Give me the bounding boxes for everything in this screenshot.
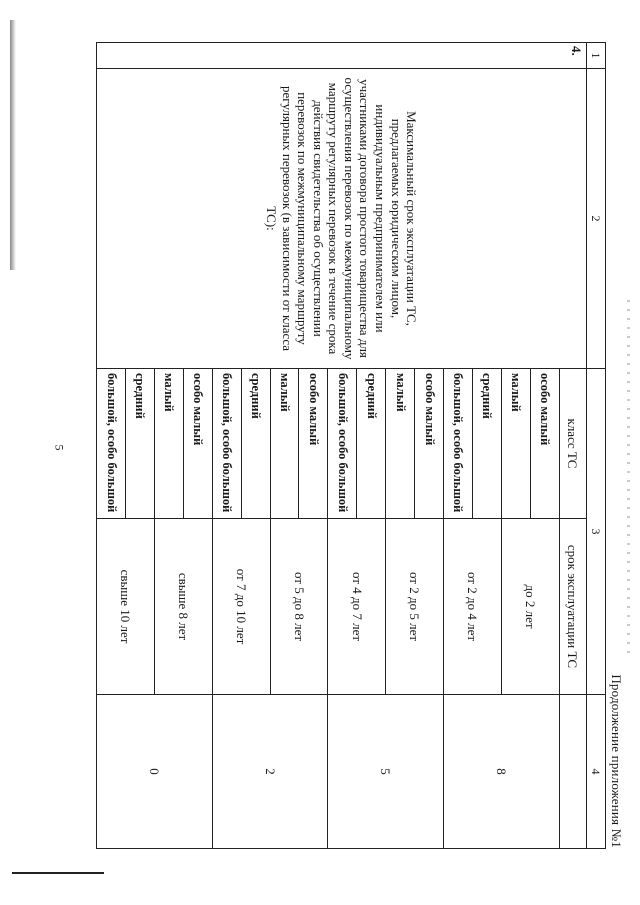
vehicle-class-cell: малый [154,369,183,519]
page-number: 5 [52,444,67,451]
score-cell: 8 [443,695,559,849]
service-life-cell: от 7 до 10 лет [212,519,270,695]
service-life-cell: от 2 до 4 лет [443,519,501,695]
column-header-3: 3 [586,369,605,695]
row-number: 4. [97,43,587,69]
sub-header-row [559,43,586,849]
vehicle-class-cell: особо малый [183,369,212,519]
scan-line-artifact [12,872,104,874]
vehicle-class-cell: средний [241,369,270,519]
column-header-4: 4 [586,695,605,849]
vehicle-class-cell: средний [472,369,501,519]
service-life-cell: от 4 до 7 лет [328,519,386,695]
vehicle-class-cell: малый [386,369,415,519]
rotated-sheet [68,42,624,854]
service-life-header: срок эксплуатации ТС [559,519,586,695]
vehicle-class-cell: большой, особо большой [97,369,126,519]
vehicle-class-cell: особо малый [530,369,559,519]
vehicle-class-cell: малый [501,369,530,519]
vehicle-class-cell: особо малый [415,369,444,519]
vehicle-class-cell: особо малый [299,369,328,519]
criterion-description: Максимальный срок эксплуатации ТС, предлагаемых юридическим лицом, индивидуальным предпринимателем или участниками договора простого товарищества для осуществления перевозок по межмуниципальному маршруту регулярных перевозок в течение срока действия свидетельства об осуществлении перевозок по межмуниципальному маршруту регулярных перевозок (в зависимости от класса ТС): [97,69,587,369]
service-life-cell: свыше 8 лет [154,519,212,695]
column-header-1: 1 [586,43,605,69]
continuation-label: Продолжение приложения №1 [609,674,624,848]
vehicle-class-cell: малый [270,369,299,519]
score-cell: 5 [328,695,444,849]
vehicle-class-cell: большой, особо большой [328,369,357,519]
scan-dots-artifact [627,300,630,660]
vehicle-class-cell: средний [357,369,386,519]
vehicle-class-cell: средний [126,369,155,519]
service-life-cell: до 2 лет [501,519,559,695]
score-cell: 2 [212,695,328,849]
column-number-row [586,43,605,849]
service-life-cell: от 5 до 8 лет [270,519,328,695]
score-cell: 0 [97,695,213,849]
score-header-empty [559,695,586,849]
service-life-cell: от 2 до 5 лет [386,519,444,695]
service-life-cell: свыше 10 лет [97,519,155,695]
vehicle-class-cell: большой, особо большой [212,369,241,519]
column-header-2: 2 [586,69,605,369]
scan-shadow-edge [10,20,16,270]
appendix-table [96,42,606,849]
vehicle-class-header: класс ТС [559,369,586,519]
vehicle-class-cell: большой, особо большой [443,369,472,519]
